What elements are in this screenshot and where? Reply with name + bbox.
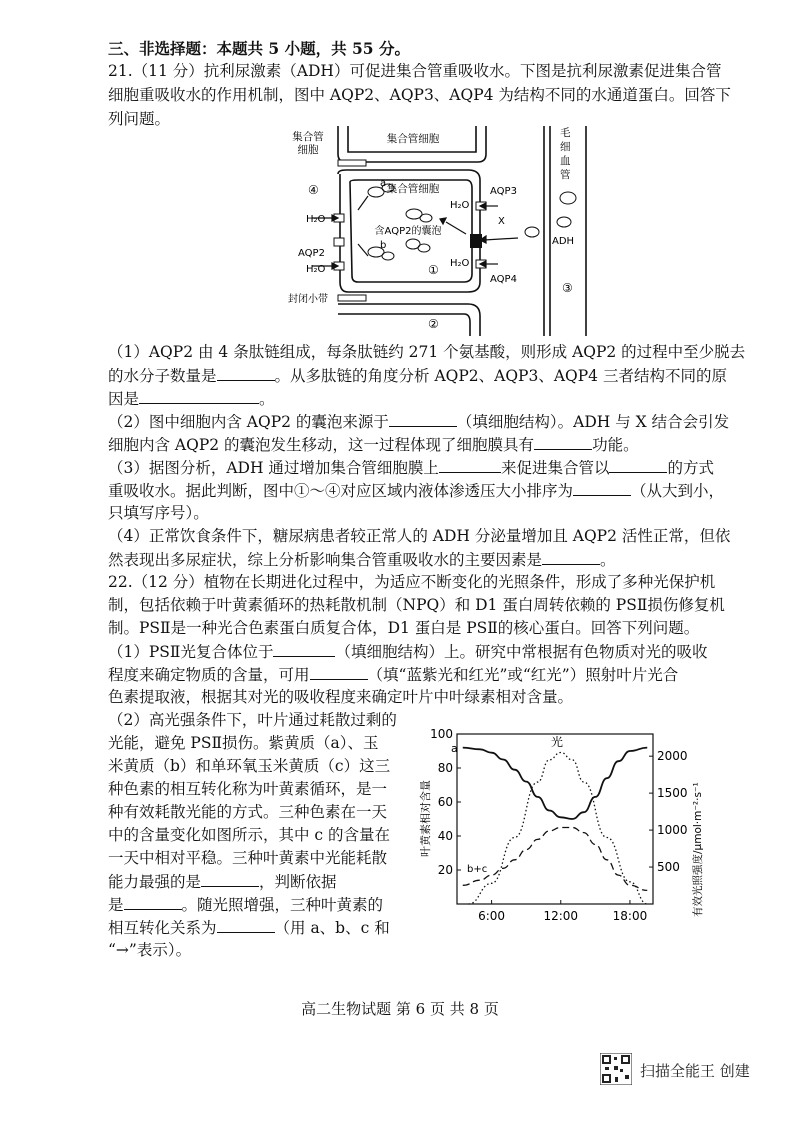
plot-frame xyxy=(457,734,653,904)
label-vessel-3: 血 xyxy=(560,155,571,167)
x-tick-label: 18:00 xyxy=(612,909,648,923)
answer-blank[interactable] xyxy=(439,456,501,473)
q22-intro-line-2: 制，包括依赖于叶黄素循环的热耗散机制（NPQ）和 D1 蛋白周转依赖的 PSⅡ损伤修复机 xyxy=(108,596,725,614)
answer-blank[interactable] xyxy=(139,387,259,404)
label-vessel-4: 管 xyxy=(560,169,571,181)
label-cell-1: 集合管 xyxy=(292,131,324,143)
y-right-tick-label: 1500 xyxy=(657,786,688,801)
y-right-tick-label: 500 xyxy=(657,860,680,875)
answer-blank[interactable] xyxy=(201,870,259,887)
y-left-tick-label: 40 xyxy=(437,829,453,843)
label-region-2: ② xyxy=(428,317,439,331)
label-cell-2: 细胞 xyxy=(297,144,319,156)
answer-blank[interactable] xyxy=(542,548,600,565)
y-right-tick-label: 1000 xyxy=(657,823,688,838)
label-top-cell: 集合管细胞 xyxy=(386,133,440,145)
q21-p4-line-1: （4）正常饮食条件下，糖尿病患者较正常人的 ADH 分泌量增加且 AQP2 活性正常，但依 xyxy=(108,527,731,545)
q21-intro-line-3: 列问题。 xyxy=(108,110,171,128)
label-h2o-1: H₂O xyxy=(306,214,326,225)
q21-intro-line-1: 21.（11 分）抗利尿激素（ADH）可促进集合管重吸收水。下图是抗利尿激素促进集合管 xyxy=(108,62,722,80)
label-h2o-3: H₂O xyxy=(450,200,470,211)
q21-p2-line-1: （2）图中细胞内含 AQP2 的囊泡来源于 （填细胞结构）。ADH 与 X 结合会引发 xyxy=(108,410,729,433)
series-label-bc: b+c xyxy=(467,864,488,875)
q22-p2-line-1: （2）高光强条件下，叶片通过耗散过剩的 xyxy=(108,711,397,729)
q21-p3-line-2: 重吸收水。据此判断，图中①～④对应区域内液体渗透压大小排序为 （从大到小， xyxy=(108,479,724,502)
label-region-4: ④ xyxy=(308,183,319,197)
xanthophyll-chart xyxy=(395,722,710,932)
answer-blank[interactable] xyxy=(217,916,275,933)
q22-p2-line-7: 一天中相对平稳。三种叶黄素中光能耗散 xyxy=(108,849,388,867)
answer-blank[interactable] xyxy=(389,410,457,427)
series-line-a xyxy=(463,748,647,819)
y-right-tick-label: 2000 xyxy=(657,749,688,764)
scanner-watermark: 扫描全能王 创建 xyxy=(640,1062,750,1080)
q22-p1-line-3: 色素提取液，根据其对光的吸收程度来确定叶片中叶绿素相对含量。 xyxy=(108,688,574,706)
x-tick-label: 6:00 xyxy=(478,909,506,923)
label-aqp4: AQP4 xyxy=(490,274,517,285)
q22-p2-line-2: 光能，避免 PSⅡ损伤。紫黄质（a）、玉 xyxy=(108,734,379,752)
y-axis-right-label: 有效光照强度/μmol·m⁻²·s⁻¹ xyxy=(692,782,704,917)
q22-p2-line-3: 米黄质（b）和单环氧玉米黄质（c）这三 xyxy=(108,757,391,775)
label-x: X xyxy=(498,216,505,227)
answer-blank[interactable] xyxy=(310,663,368,680)
answer-blank[interactable] xyxy=(534,433,592,450)
y-left-tick-label: 80 xyxy=(437,761,453,775)
answer-blank[interactable] xyxy=(609,456,667,473)
label-aqp3: AQP3 xyxy=(490,186,517,197)
q22-p2-line-6: 中的含量变化如图所示，其中 c 的含量在 xyxy=(108,826,391,844)
q21-p2-line-2: 细胞内含 AQP2 的囊泡发生移动，这一过程体现了细胞膜具有 功能。 xyxy=(108,433,639,456)
answer-blank[interactable] xyxy=(217,364,275,381)
q21-p3-line-1: （3）据图分析，ADH 通过增加集合管细胞膜上 来促进集合管以 的方式 xyxy=(108,456,714,479)
q21-p1-line-3: 因是 。 xyxy=(108,387,275,410)
y-left-tick-label: 20 xyxy=(437,863,453,877)
label-region-1: ① xyxy=(428,263,439,277)
y-left-tick-label: 60 xyxy=(437,795,453,809)
answer-blank[interactable] xyxy=(573,479,631,496)
answer-blank[interactable] xyxy=(124,893,182,910)
label-h2o-4: H₂O xyxy=(450,258,470,269)
q21-p1-line-2: 的水分子数量是 。从多肽链的角度分析 AQP2、AQP3、AQP4 三者结构不同的原 xyxy=(108,364,727,387)
q21-p3-line-3: 只填写序号）。 xyxy=(108,504,209,522)
q22-p1-line-2: 程度来确定物质的含量，可用 （填“蓝紫光和红光”或“红光”）照射叶片光合 xyxy=(108,663,678,686)
label-adh: ADH xyxy=(552,236,575,247)
x-tick-label: 12:00 xyxy=(543,909,579,923)
label-vesicle: 含AQP2的囊泡 xyxy=(374,226,442,237)
label-region-3: ③ xyxy=(562,281,573,295)
q22-p2-line-4: 种色素的相互转化称为叶黄素循环，是一 xyxy=(108,780,388,798)
q22-p2-line-5: 种有效耗散光能的方式。三种色素在一天 xyxy=(108,803,388,821)
answer-blank[interactable] xyxy=(273,640,335,657)
label-h2o-2: H₂O xyxy=(306,264,326,275)
q22-p2-line-8: 能力最强的是 ，判断依据 xyxy=(108,870,337,893)
y-axis-left-label: 叶黄素相对含量 xyxy=(419,780,432,857)
series-label-light: 光 xyxy=(551,735,564,749)
section-title: 三、非选择题：本题共 5 小题，共 55 分。 xyxy=(108,39,410,58)
q21-intro-line-2: 细胞重吸收水的作用机制，图中 AQP2、AQP3、AQP4 为结构不同的水通道蛋白。回答下 xyxy=(108,86,731,104)
label-b: b xyxy=(380,240,387,251)
adh-mechanism-diagram xyxy=(268,122,598,340)
series-line-b+c xyxy=(463,828,647,891)
qr-code-icon xyxy=(600,1053,632,1085)
label-vessel-1: 毛 xyxy=(560,127,571,139)
q22-p2-line-11: “→”表示）。 xyxy=(108,941,192,959)
q21-p1-line-1: （1）AQP2 由 4 条肽链组成，每条肽链约 271 个氨基酸，则形成 AQP2 的过程中至少脱去 xyxy=(108,343,746,361)
y-left-tick-label: 100 xyxy=(430,727,453,741)
page-footer: 高二生物试题 第 6 页 共 8 页 xyxy=(301,1000,499,1018)
label-tight-junction: 封闭小带 xyxy=(288,294,328,305)
q22-p2-line-10: 相互转化关系为 （用 a、b、c 和 xyxy=(108,916,390,939)
q22-p2-line-9: 是 。随光照增强，三种叶黄素的 xyxy=(108,893,383,916)
q22-intro-line-1: 22.（12 分）植物在长期进化过程中，为适应不断变化的光照条件，形成了多种光保护机 xyxy=(108,573,716,591)
q22-intro-line-3: 制。PSⅡ是一种光合色素蛋白质复合体，D1 蛋白是 PSⅡ的核心蛋白。回答下列问题。 xyxy=(108,619,700,637)
label-mid-cell: 集合管细胞 xyxy=(386,183,440,195)
label-a: a xyxy=(380,178,387,189)
label-vessel-2: 细 xyxy=(560,141,571,153)
series-label-a: a xyxy=(451,742,458,755)
q21-p4-line-2: 然表现出多尿症状，综上分析影响集合管重吸收水的主要因素是 。 xyxy=(108,548,616,571)
label-aqp2: AQP2 xyxy=(298,248,325,259)
q22-p1-line-1: （1）PSⅡ光复合体位于 （填细胞结构）上。研究中常根据有色物质对光的吸收 xyxy=(108,640,707,663)
